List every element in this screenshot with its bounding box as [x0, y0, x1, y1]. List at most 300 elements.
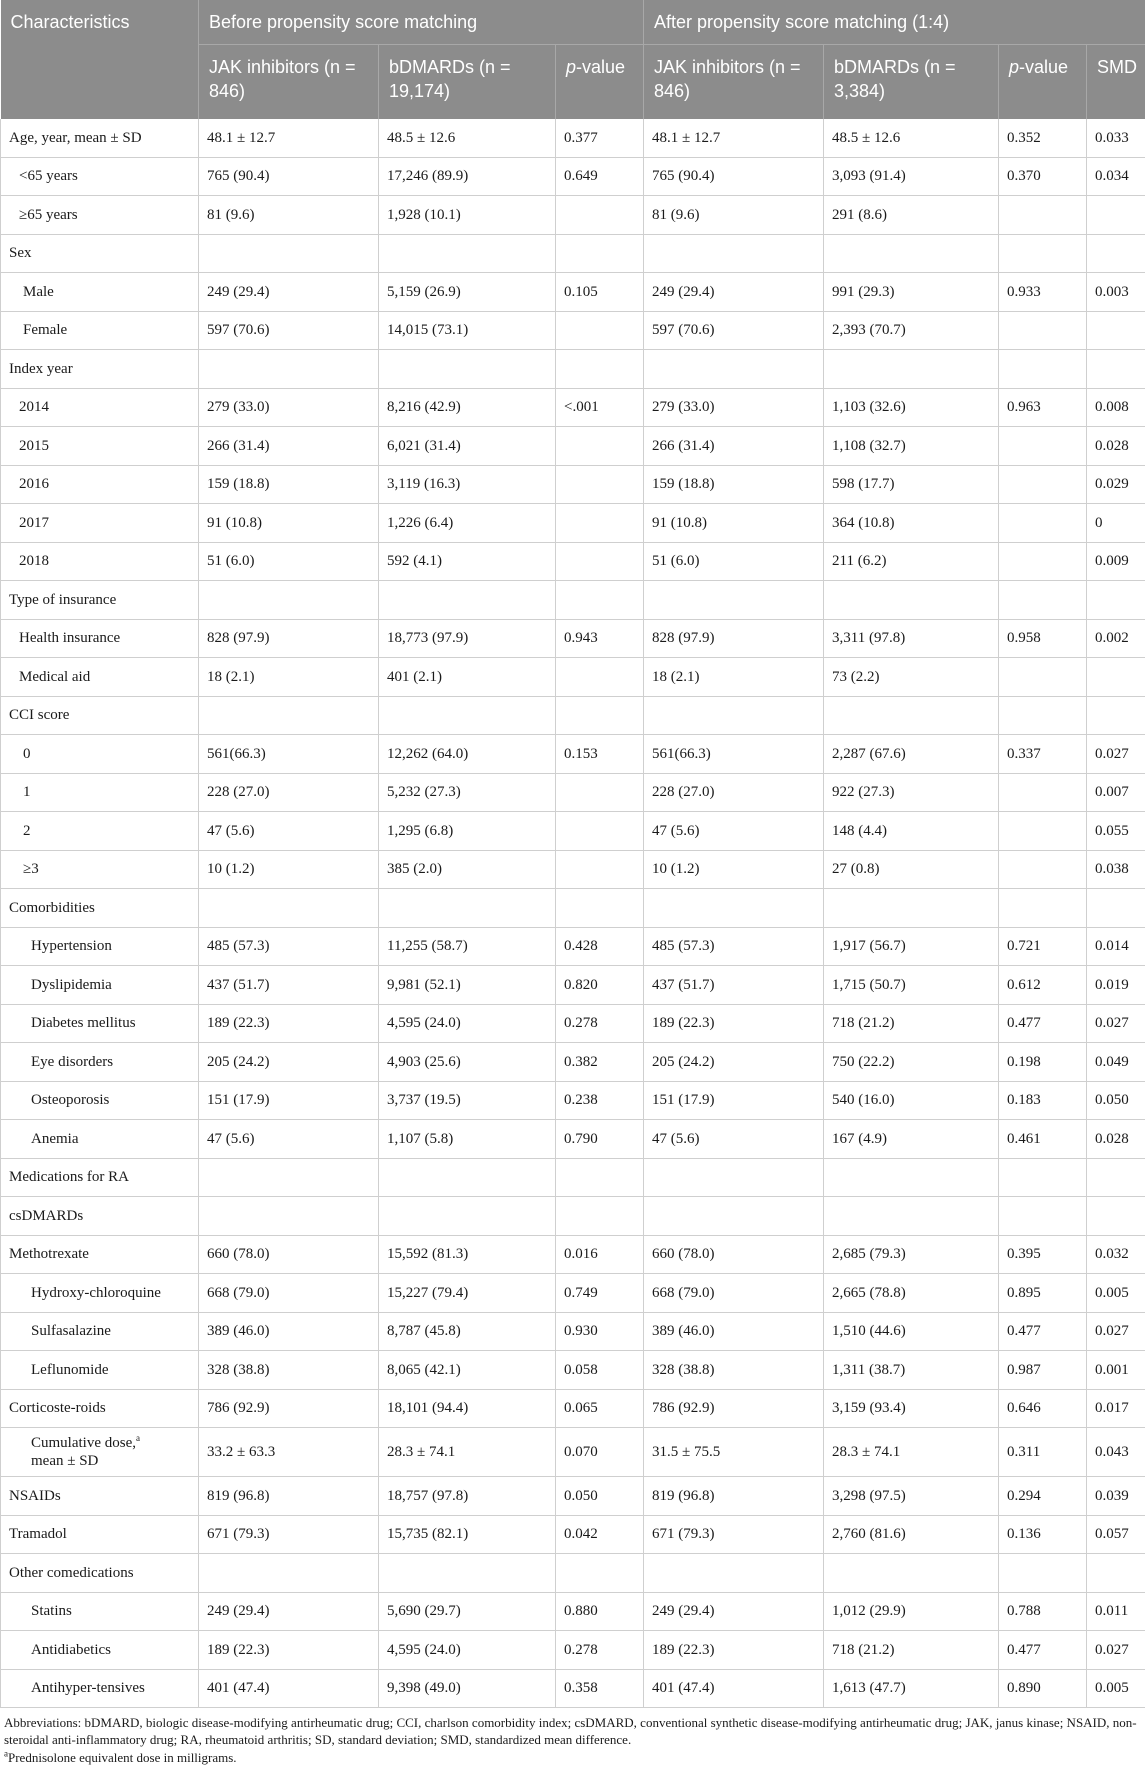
- row-label-cell: [1, 1081, 199, 1120]
- table-header: [1, 0, 1145, 119]
- row-label-cell: [1, 773, 199, 812]
- after-p-value-cell: [999, 196, 1087, 235]
- before-bdmards-cell: [379, 581, 556, 620]
- table-row: [1, 1235, 1145, 1274]
- after-p-value-cell: [999, 1158, 1087, 1197]
- after-p-value-cell: 0.933: [999, 273, 1087, 312]
- smd-cell: 0.003: [1087, 273, 1145, 312]
- after-jak-cell: 189 (22.3): [644, 1004, 824, 1043]
- row-label: 2015: [19, 437, 49, 454]
- after-bdmards-cell: 2,685 (79.3): [824, 1235, 999, 1274]
- table-row: [1, 1312, 1145, 1351]
- row-label: Medical aid: [19, 668, 91, 685]
- table-row: [1, 1631, 1145, 1670]
- before-p-value-cell: [556, 581, 644, 620]
- before-jak-cell: 668 (79.0): [199, 1274, 379, 1313]
- before-p-value-cell: [556, 1197, 644, 1236]
- table-row: [1, 234, 1145, 273]
- after-bdmards-cell: [824, 889, 999, 928]
- smd-cell: 0: [1087, 504, 1145, 543]
- before-p-value-cell: 0.105: [556, 273, 644, 312]
- before-bdmards-cell: 12,262 (64.0): [379, 735, 556, 774]
- row-label-cell: [1, 619, 199, 658]
- row-label-cell: [1, 966, 199, 1005]
- row-label: Antidiabetics: [31, 1641, 111, 1658]
- row-label: Female: [23, 322, 68, 339]
- before-p-value-cell: 0.278: [556, 1631, 644, 1670]
- smd-cell: 0.019: [1087, 966, 1145, 1005]
- table-row: [1, 1197, 1145, 1236]
- smd-cell: [1087, 696, 1145, 735]
- after-p-value-cell: [999, 1554, 1087, 1593]
- row-label: 2016: [19, 476, 49, 493]
- before-jak-cell: 159 (18.8): [199, 465, 379, 504]
- smd-cell: 0.057: [1087, 1515, 1145, 1554]
- after-jak-cell: 389 (46.0): [644, 1312, 824, 1351]
- before-bdmards-cell: 5,690 (29.7): [379, 1592, 556, 1631]
- before-jak-cell: 328 (38.8): [199, 1351, 379, 1390]
- before-p-value-cell: 0.070: [556, 1428, 644, 1477]
- after-bdmards-cell: 1,613 (47.7): [824, 1669, 999, 1708]
- row-label: Age, year, mean ± SD: [9, 129, 142, 146]
- smd-cell: 0.014: [1087, 927, 1145, 966]
- after-jak-cell: 228 (27.0): [644, 773, 824, 812]
- row-label-cell: [1, 850, 199, 889]
- row-label-cell: [1, 119, 199, 157]
- before-p-value-cell: [556, 773, 644, 812]
- before-p-value-cell: [556, 812, 644, 851]
- row-label: Eye disorders: [31, 1053, 114, 1070]
- after-bdmards-cell: 3,311 (97.8): [824, 619, 999, 658]
- row-label: Diabetes mellitus: [31, 1015, 136, 1032]
- after-bdmards-cell: 1,715 (50.7): [824, 966, 999, 1005]
- before-p-value-cell: [556, 504, 644, 543]
- before-p-value-cell: 0.880: [556, 1592, 644, 1631]
- table-row: [1, 581, 1145, 620]
- after-jak-cell: [644, 234, 824, 273]
- row-label: Sulfasalazine: [31, 1323, 111, 1340]
- after-p-value-cell: [999, 889, 1087, 928]
- table-row: [1, 1120, 1145, 1159]
- row-label: 1: [23, 784, 31, 801]
- row-label-cell: [1, 273, 199, 312]
- before-bdmards-cell: 28.3 ± 74.1: [379, 1428, 556, 1477]
- before-bdmards-cell: [379, 350, 556, 389]
- header-after-bdmards: bDMARDs (n = 3,384): [824, 45, 999, 120]
- before-p-value-cell: 0.930: [556, 1312, 644, 1351]
- before-jak-cell: 671 (79.3): [199, 1515, 379, 1554]
- before-bdmards-cell: [379, 1197, 556, 1236]
- smd-cell: [1087, 196, 1145, 235]
- table-row: [1, 504, 1145, 543]
- before-bdmards-cell: 15,735 (82.1): [379, 1515, 556, 1554]
- header-row-groups: [1, 0, 1145, 45]
- smd-cell: 0.027: [1087, 735, 1145, 774]
- row-label: csDMARDs: [9, 1207, 84, 1224]
- before-bdmards-cell: 9,981 (52.1): [379, 966, 556, 1005]
- before-bdmards-cell: 5,159 (26.9): [379, 273, 556, 312]
- row-label: Dyslipidemia: [31, 976, 112, 993]
- after-p-value-cell: 0.890: [999, 1669, 1087, 1708]
- before-p-value-cell: 0.377: [556, 119, 644, 157]
- table-row: [1, 927, 1145, 966]
- smd-cell: [1087, 1197, 1145, 1236]
- after-jak-cell: 151 (17.9): [644, 1081, 824, 1120]
- row-label-cell: [1, 350, 199, 389]
- before-bdmards-cell: [379, 696, 556, 735]
- after-bdmards-cell: 364 (10.8): [824, 504, 999, 543]
- after-p-value-cell: 0.987: [999, 1351, 1087, 1390]
- table-row: [1, 850, 1145, 889]
- after-bdmards-cell: 48.5 ± 12.6: [824, 119, 999, 157]
- before-jak-cell: 485 (57.3): [199, 927, 379, 966]
- after-bdmards-cell: 167 (4.9): [824, 1120, 999, 1159]
- before-bdmards-cell: 17,246 (89.9): [379, 157, 556, 196]
- after-bdmards-cell: 598 (17.7): [824, 465, 999, 504]
- after-p-value-cell: 0.477: [999, 1631, 1087, 1670]
- before-bdmards-cell: 11,255 (58.7): [379, 927, 556, 966]
- after-jak-cell: 819 (96.8): [644, 1477, 824, 1516]
- abbreviations-note: Abbreviations: bDMARD, biologic disease-modifying antirheumatic drug; CCI, charlson comorbidity index; csDMARD, conventional synthetic disease-modifying antirheumatic drug; JAK, janus kinase; NSAID, non-steroidal anti-inflammatory drug; RA, rheumatoid arthritis; SD, standard deviation; SMD, standardized mean difference.: [4, 1715, 1137, 1747]
- after-jak-cell: 205 (24.2): [644, 1043, 824, 1082]
- smd-cell: 0.009: [1087, 542, 1145, 581]
- after-jak-cell: 660 (78.0): [644, 1235, 824, 1274]
- row-label-cell: [1, 542, 199, 581]
- row-label-cell: [1, 1274, 199, 1313]
- before-p-value-cell: [556, 889, 644, 928]
- row-label-cell: [1, 1631, 199, 1670]
- after-jak-cell: 18 (2.1): [644, 658, 824, 697]
- after-bdmards-cell: 28.3 ± 74.1: [824, 1428, 999, 1477]
- after-jak-cell: 561(66.3): [644, 735, 824, 774]
- after-jak-cell: 437 (51.7): [644, 966, 824, 1005]
- header-after-p-value: [999, 45, 1087, 120]
- before-jak-cell: 660 (78.0): [199, 1235, 379, 1274]
- after-p-value-cell: [999, 696, 1087, 735]
- row-label: Other comedications: [9, 1564, 134, 1581]
- before-p-value-cell: 0.050: [556, 1477, 644, 1516]
- before-jak-cell: 151 (17.9): [199, 1081, 379, 1120]
- row-label: 2014: [19, 399, 49, 416]
- after-p-value-cell: [999, 773, 1087, 812]
- table-row: [1, 773, 1145, 812]
- before-bdmards-cell: 9,398 (49.0): [379, 1669, 556, 1708]
- before-p-value-cell: [556, 542, 644, 581]
- before-p-value-cell: 0.382: [556, 1043, 644, 1082]
- after-bdmards-cell: 27 (0.8): [824, 850, 999, 889]
- row-label: ≥65 years: [19, 206, 78, 223]
- smd-cell: 0.043: [1087, 1428, 1145, 1477]
- table-row: [1, 465, 1145, 504]
- before-p-value-cell: [556, 350, 644, 389]
- after-bdmards-cell: 1,108 (32.7): [824, 427, 999, 466]
- after-bdmards-cell: 540 (16.0): [824, 1081, 999, 1120]
- smd-cell: 0.050: [1087, 1081, 1145, 1120]
- table-row: [1, 1554, 1145, 1593]
- footnote-marker: a: [4, 1748, 8, 1759]
- row-label: ≥3: [23, 861, 39, 878]
- smd-cell: 0.017: [1087, 1389, 1145, 1428]
- table-row: [1, 311, 1145, 350]
- after-bdmards-cell: 1,311 (38.7): [824, 1351, 999, 1390]
- table-row: [1, 1592, 1145, 1631]
- row-label-cell: [1, 812, 199, 851]
- smd-cell: 0.001: [1087, 1351, 1145, 1390]
- table-row: [1, 1515, 1145, 1554]
- smd-cell: 0.028: [1087, 1120, 1145, 1159]
- after-bdmards-cell: [824, 696, 999, 735]
- before-p-value-cell: 0.428: [556, 927, 644, 966]
- after-bdmards-cell: [824, 234, 999, 273]
- after-bdmards-cell: [824, 581, 999, 620]
- after-jak-cell: 328 (38.8): [644, 1351, 824, 1390]
- before-p-value-cell: [556, 1158, 644, 1197]
- row-label: Anemia: [31, 1130, 79, 1147]
- row-label-cell: [1, 1669, 199, 1708]
- after-p-value-cell: [999, 581, 1087, 620]
- table-row: [1, 119, 1145, 157]
- after-jak-cell: 401 (47.4): [644, 1669, 824, 1708]
- smd-cell: 0.032: [1087, 1235, 1145, 1274]
- header-characteristics: Characteristics: [1, 0, 199, 119]
- before-p-value-cell: 0.790: [556, 1120, 644, 1159]
- after-p-value-cell: [999, 1197, 1087, 1236]
- smd-cell: 0.055: [1087, 812, 1145, 851]
- after-p-value-cell: 0.958: [999, 619, 1087, 658]
- before-p-value-cell: 0.943: [556, 619, 644, 658]
- before-jak-cell: 819 (96.8): [199, 1477, 379, 1516]
- table-row: [1, 966, 1145, 1005]
- before-p-value-cell: [556, 1554, 644, 1593]
- after-bdmards-cell: 1,510 (44.6): [824, 1312, 999, 1351]
- after-p-value-cell: [999, 542, 1087, 581]
- before-jak-cell: 786 (92.9): [199, 1389, 379, 1428]
- footnote-text: Prednisolone equivalent dose in milligrams.: [8, 1750, 237, 1765]
- table-row: [1, 427, 1145, 466]
- table-row: [1, 350, 1145, 389]
- after-jak-cell: [644, 1197, 824, 1236]
- row-label-cell: [1, 696, 199, 735]
- row-label: Leflunomide: [31, 1361, 109, 1378]
- table-row: [1, 812, 1145, 851]
- row-label: Hypertension: [31, 938, 112, 955]
- before-bdmards-cell: 8,216 (42.9): [379, 388, 556, 427]
- table-row: [1, 735, 1145, 774]
- before-p-value-cell: [556, 196, 644, 235]
- after-p-value-cell: 0.395: [999, 1235, 1087, 1274]
- header-smd: SMD: [1087, 45, 1145, 120]
- row-label: Index year: [9, 360, 73, 377]
- before-jak-cell: 597 (70.6): [199, 311, 379, 350]
- row-label-cell: [1, 234, 199, 273]
- before-p-value-cell: 0.649: [556, 157, 644, 196]
- smd-cell: 0.049: [1087, 1043, 1145, 1082]
- after-jak-cell: 786 (92.9): [644, 1389, 824, 1428]
- before-jak-cell: [199, 1158, 379, 1197]
- before-jak-cell: 18 (2.1): [199, 658, 379, 697]
- row-label: Comorbidities: [9, 899, 95, 916]
- row-label: Osteoporosis: [31, 1092, 110, 1109]
- before-jak-cell: [199, 1554, 379, 1593]
- before-bdmards-cell: 18,757 (97.8): [379, 1477, 556, 1516]
- after-p-value-cell: 0.370: [999, 157, 1087, 196]
- before-bdmards-cell: 401 (2.1): [379, 658, 556, 697]
- header-before-bdmards: bDMARDs (n = 19,174): [379, 45, 556, 120]
- after-p-value-cell: [999, 465, 1087, 504]
- after-jak-cell: 266 (31.4): [644, 427, 824, 466]
- before-bdmards-cell: [379, 1158, 556, 1197]
- row-label: Hydroxy-chloroquine: [31, 1284, 161, 1301]
- before-bdmards-cell: 48.5 ± 12.6: [379, 119, 556, 157]
- smd-cell: 0.005: [1087, 1669, 1145, 1708]
- before-jak-cell: 389 (46.0): [199, 1312, 379, 1351]
- before-jak-cell: [199, 350, 379, 389]
- table-row: [1, 1477, 1145, 1516]
- after-jak-cell: 48.1 ± 12.7: [644, 119, 824, 157]
- table-body: [1, 119, 1145, 1708]
- header-before-jak: JAK inhibitors (n = 846): [199, 45, 379, 120]
- smd-cell: 0.034: [1087, 157, 1145, 196]
- after-bdmards-cell: 3,159 (93.4): [824, 1389, 999, 1428]
- smd-cell: 0.005: [1087, 1274, 1145, 1313]
- row-label-cell: [1, 196, 199, 235]
- table-row: [1, 696, 1145, 735]
- table-row: [1, 388, 1145, 427]
- row-label-cell: [1, 1592, 199, 1631]
- before-p-value-cell: 0.016: [556, 1235, 644, 1274]
- before-jak-cell: 266 (31.4): [199, 427, 379, 466]
- row-label: Type of insurance: [9, 591, 117, 608]
- row-label-line2: mean ± SD: [31, 1453, 99, 1469]
- before-jak-cell: 33.2 ± 63.3: [199, 1428, 379, 1477]
- after-jak-cell: 765 (90.4): [644, 157, 824, 196]
- before-jak-cell: 51 (6.0): [199, 542, 379, 581]
- after-jak-cell: 485 (57.3): [644, 927, 824, 966]
- after-bdmards-cell: 718 (21.2): [824, 1004, 999, 1043]
- before-bdmards-cell: 3,119 (16.3): [379, 465, 556, 504]
- before-jak-cell: 189 (22.3): [199, 1631, 379, 1670]
- row-label-cell: [1, 1312, 199, 1351]
- smd-cell: 0.028: [1087, 427, 1145, 466]
- row-label-cell: [1, 1351, 199, 1390]
- after-jak-cell: 671 (79.3): [644, 1515, 824, 1554]
- after-p-value-cell: 0.895: [999, 1274, 1087, 1313]
- smd-cell: 0.027: [1087, 1004, 1145, 1043]
- after-jak-cell: 159 (18.8): [644, 465, 824, 504]
- row-label-cell: [1, 1428, 199, 1477]
- before-jak-cell: 91 (10.8): [199, 504, 379, 543]
- smd-cell: 0.027: [1087, 1312, 1145, 1351]
- after-p-value-cell: 0.311: [999, 1428, 1087, 1477]
- row-label: Tramadol: [9, 1526, 67, 1543]
- after-p-value-cell: [999, 234, 1087, 273]
- smd-cell: 0.039: [1087, 1477, 1145, 1516]
- smd-cell: [1087, 581, 1145, 620]
- row-label-cell: [1, 427, 199, 466]
- before-jak-cell: 437 (51.7): [199, 966, 379, 1005]
- row-label: NSAIDs: [9, 1487, 61, 1504]
- row-label-cell: [1, 1120, 199, 1159]
- after-jak-cell: [644, 889, 824, 928]
- after-p-value-cell: 0.337: [999, 735, 1087, 774]
- before-p-value-cell: [556, 311, 644, 350]
- row-label-cell: [1, 1389, 199, 1428]
- before-bdmards-cell: 8,065 (42.1): [379, 1351, 556, 1390]
- row-label: Antihyper-tensives: [31, 1680, 145, 1697]
- after-p-value-cell: [999, 504, 1087, 543]
- before-bdmards-cell: 15,227 (79.4): [379, 1274, 556, 1313]
- before-p-value-cell: [556, 658, 644, 697]
- before-bdmards-cell: 1,226 (6.4): [379, 504, 556, 543]
- before-p-value-cell: 0.153: [556, 735, 644, 774]
- before-p-value-cell: 0.358: [556, 1669, 644, 1708]
- smd-cell: [1087, 350, 1145, 389]
- before-bdmards-cell: 18,773 (97.9): [379, 619, 556, 658]
- after-bdmards-cell: 291 (8.6): [824, 196, 999, 235]
- row-label-cell: [1, 157, 199, 196]
- before-jak-cell: 205 (24.2): [199, 1043, 379, 1082]
- after-jak-cell: 249 (29.4): [644, 1592, 824, 1631]
- smd-cell: 0.008: [1087, 388, 1145, 427]
- table-row: [1, 542, 1145, 581]
- row-label-cell: [1, 1158, 199, 1197]
- header-before-psm: Before propensity score matching: [199, 0, 644, 45]
- row-label: Corticoste-roids: [9, 1400, 106, 1417]
- row-label-cell: [1, 1554, 199, 1593]
- before-jak-cell: 47 (5.6): [199, 812, 379, 851]
- after-p-value-cell: 0.963: [999, 388, 1087, 427]
- before-bdmards-cell: 15,592 (81.3): [379, 1235, 556, 1274]
- table-row: [1, 1669, 1145, 1708]
- after-jak-cell: [644, 581, 824, 620]
- after-jak-cell: 189 (22.3): [644, 1631, 824, 1670]
- smd-cell: 0.011: [1087, 1592, 1145, 1631]
- before-bdmards-cell: [379, 889, 556, 928]
- row-label: Male: [23, 283, 54, 300]
- row-label: 0: [23, 745, 31, 762]
- after-p-value-cell: 0.136: [999, 1515, 1087, 1554]
- table-row: [1, 658, 1145, 697]
- before-bdmards-cell: 4,595 (24.0): [379, 1631, 556, 1670]
- after-bdmards-cell: 1,012 (29.9): [824, 1592, 999, 1631]
- before-jak-cell: [199, 1197, 379, 1236]
- before-p-value-cell: [556, 465, 644, 504]
- after-bdmards-cell: 211 (6.2): [824, 542, 999, 581]
- row-label-cell: [1, 735, 199, 774]
- table-row: [1, 1158, 1145, 1197]
- after-p-value-cell: 0.477: [999, 1312, 1087, 1351]
- after-jak-cell: [644, 1158, 824, 1197]
- smd-cell: [1087, 1158, 1145, 1197]
- row-label: CCI score: [9, 707, 70, 724]
- row-label-cell: [1, 581, 199, 620]
- before-jak-cell: 189 (22.3): [199, 1004, 379, 1043]
- table-row: [1, 1043, 1145, 1082]
- before-bdmards-cell: [379, 1554, 556, 1593]
- table-row: [1, 1081, 1145, 1120]
- row-label: Methotrexate: [9, 1246, 89, 1263]
- table-row: [1, 889, 1145, 928]
- header-after-jak: JAK inhibitors (n = 846): [644, 45, 824, 120]
- after-jak-cell: 279 (33.0): [644, 388, 824, 427]
- after-bdmards-cell: [824, 350, 999, 389]
- before-jak-cell: [199, 581, 379, 620]
- smd-cell: [1087, 234, 1145, 273]
- after-jak-cell: 249 (29.4): [644, 273, 824, 312]
- before-bdmards-cell: 4,903 (25.6): [379, 1043, 556, 1082]
- before-jak-cell: 765 (90.4): [199, 157, 379, 196]
- header-before-p-value: [556, 45, 644, 120]
